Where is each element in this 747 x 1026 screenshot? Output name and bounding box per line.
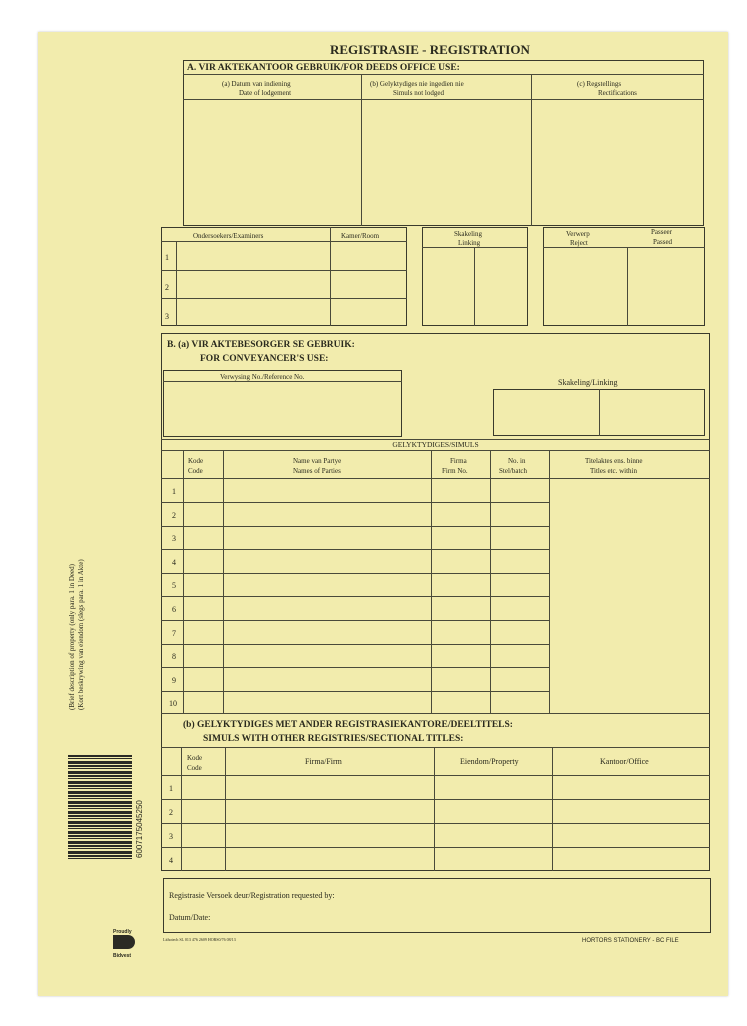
b-row-number: 3: [169, 832, 173, 841]
date-label: Datum/Date:: [169, 913, 211, 922]
section-a-heading: A. VIR AKTEKANTOOR GEBRUIK/FOR DEEDS OFFICE USE:: [187, 63, 460, 73]
logo-text-top: Proudly: [113, 929, 132, 935]
registration-request-box: [163, 878, 711, 933]
side-text-line1: (Brief description of property (only para. 1 in Deed): [68, 564, 76, 710]
form-title: REGISTRASIE - REGISTRATION: [330, 42, 530, 57]
col-c-line1: (c) Regstellings: [577, 80, 622, 88]
simuls-row-number: 5: [172, 581, 176, 590]
col-b-line1: (b) Gelyktydiges nie ingedien nie: [370, 80, 464, 88]
batch-header-line1: No. in: [508, 457, 526, 465]
linking-label: Skakeling/Linking: [558, 378, 618, 387]
parties-header-line1: Name van Partye: [293, 457, 342, 465]
b-office-header: Kantoor/Office: [600, 757, 649, 766]
simuls-row-number: 1: [172, 487, 176, 496]
reject-header-line1: Verwerp: [566, 230, 590, 238]
simuls-row-number: 6: [172, 605, 176, 614]
simuls-row-number: 9: [172, 676, 176, 685]
b-property-header: Eiendom/Property: [460, 757, 519, 766]
col-a-line1: (a) Datum van indiening: [222, 80, 291, 88]
barcode-image: [68, 755, 132, 859]
section-b-heading-2: FOR CONVEYANCER'S USE:: [200, 354, 329, 364]
examiner-row-number: 1: [165, 253, 169, 262]
b-row-number: 1: [169, 784, 173, 793]
simuls-row-number: 10: [169, 699, 177, 708]
examiners-header: Ondersoekers/Examiners: [193, 232, 264, 240]
b-row-number: 4: [169, 856, 173, 865]
code-header-line1: Kode: [188, 457, 204, 465]
reject-header-line2: Reject: [570, 239, 588, 247]
simuls-row-number: 4: [172, 558, 176, 567]
section-b-heading-1: B. (a) VIR AKTEBESORGER SE GEBRUIK:: [167, 340, 355, 350]
side-text-line2: (Kort beskrywing van eiendom (slegs para. 1 in Akte): [77, 559, 85, 710]
b-firm-header: Firma/Firm: [305, 757, 342, 766]
bidvest-logo-icon: [113, 935, 135, 949]
b-code-header-line2: Code: [187, 764, 202, 772]
linking-header-line2: Linking: [458, 239, 481, 247]
batch-header-line2: Stel/batch: [499, 467, 527, 475]
room-header: Kamer/Room: [341, 232, 380, 240]
parties-header-line2: Names of Parties: [293, 467, 341, 475]
simuls-row-number: 7: [172, 629, 176, 638]
examiner-row-number: 3: [165, 312, 169, 321]
firm-header-line1: Firma: [450, 457, 467, 465]
reference-label: Verwysing No./Reference No.: [220, 373, 305, 381]
simuls-row-number: 8: [172, 652, 176, 661]
printer-small-print: Lithotech SL 013 476 2609 HORS0/76 08/13: [163, 937, 236, 942]
b-code-header-line1: Kode: [187, 754, 203, 762]
titles-header-line1: Titelaktes ens. binne: [585, 457, 643, 465]
simuls-title: GELYKTYDIGES/SIMULS: [392, 440, 479, 449]
requested-by-label: Registrasie Versoek deur/Registration requested by:: [169, 891, 335, 900]
passed-header-line1: Passeer: [651, 228, 672, 236]
col-b-line2: Simuls not lodged: [393, 89, 444, 97]
passed-header-line2: Passed: [653, 238, 673, 246]
section-b-b-heading-2: SIMULS WITH OTHER REGISTRIES/SECTIONAL TITLES:: [203, 734, 464, 744]
linking-header-line1: Skakeling: [454, 230, 482, 238]
barcode-number: 6007175045250: [135, 800, 144, 858]
logo-text-bottom: Bidvest: [113, 953, 132, 959]
section-b-b-heading-1: (b) GELYKTYDIGES MET ANDER REGISTRASIEKANTORE/DEELTITELS:: [183, 720, 513, 730]
simuls-row-number: 3: [172, 534, 176, 543]
examiner-row-number: 2: [165, 283, 169, 292]
simuls-row-number: 2: [172, 511, 176, 520]
code-header-line2: Code: [188, 467, 203, 475]
col-c-line2: Rectifications: [598, 89, 637, 97]
b-row-number: 2: [169, 808, 173, 817]
brand-label: HORTORS STATIONERY - BC FILE: [582, 938, 679, 944]
titles-header-line2: Titles etc. within: [590, 467, 637, 475]
reject-passed-table: [543, 227, 705, 326]
col-a-line2: Date of lodgement: [239, 89, 292, 97]
firm-header-line2: Firm No.: [442, 467, 468, 475]
